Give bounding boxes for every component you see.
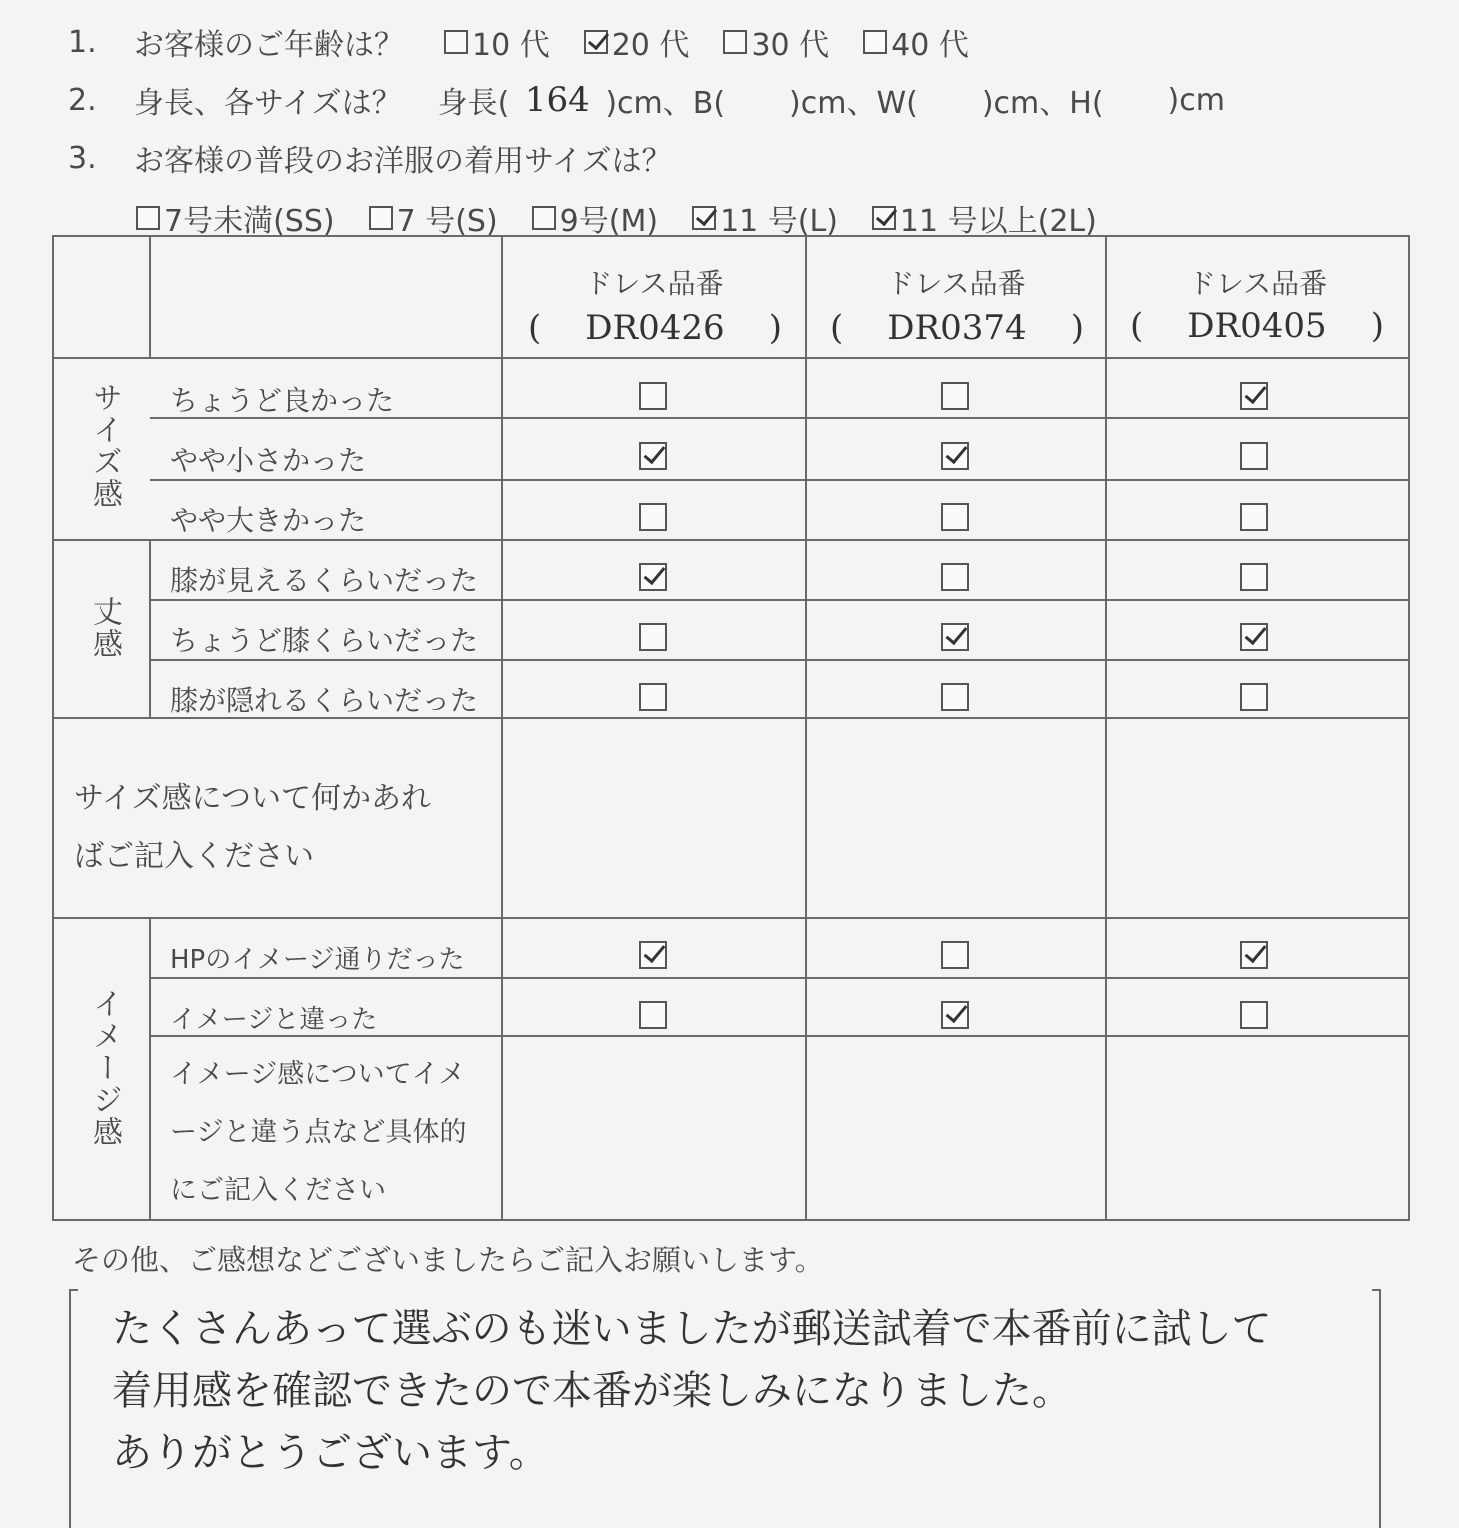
paren: ( [1130, 306, 1144, 346]
dress-code-1[interactable] [528, 308, 782, 348]
paren: ( [528, 308, 542, 348]
dress-header-3: ドレス品番 [1187, 267, 1328, 300]
comment-line: ありがとうございます。 [112, 1430, 549, 1476]
dress-code-value: DR0374 [887, 308, 1027, 348]
row-label: ちょうど膝くらいだった [170, 624, 479, 657]
image-comment-prompt [170, 1046, 466, 1220]
checkbox-row5-dress1[interactable] [639, 623, 667, 651]
row-label: 膝が隠れるくらいだった [170, 684, 479, 717]
row-label: やや小さかった [170, 444, 367, 477]
other-comments-text[interactable] [112, 1298, 1272, 1484]
question-label: お客様の普段のお洋服の着用サイズは？ [134, 144, 672, 179]
dress-header-1: ドレス品番 [584, 267, 724, 300]
checkbox-row2-dress2[interactable] [941, 442, 969, 470]
prompt-line: サイズ感について何かあれ [74, 781, 431, 816]
checkbox-row3-dress3[interactable] [1240, 503, 1268, 531]
dress-code-value: DR0405 [1187, 306, 1327, 346]
paren: ) [1070, 308, 1084, 348]
checkbox-row8-dress3[interactable] [1240, 1001, 1268, 1029]
checkbox-row1-dress1[interactable] [639, 382, 667, 410]
question-number: 3. [68, 140, 97, 176]
checkbox-row1-dress2[interactable] [941, 382, 969, 410]
checkbox-row6-dress2[interactable] [941, 683, 969, 711]
prompt-line: ばご記入ください [74, 839, 314, 874]
checkbox-row3-dress2[interactable] [941, 503, 969, 531]
option-label: 10 代 [472, 28, 550, 63]
category-length: 丈感 [87, 596, 122, 660]
comment-line: 着用感を確認できたので本番が楽しみになりました。 [112, 1368, 1072, 1414]
other-comments-label: その他、ご感想などございましたらご記入お願いします。 [72, 1242, 824, 1277]
option-label: 7号未満(SS) [164, 204, 335, 239]
category-size: サイズ感 [87, 382, 122, 510]
prompt-line: ージと違う点など具体的 [170, 1117, 467, 1148]
row-label: ちょうど良かった [170, 384, 395, 417]
size-comment-prompt [74, 770, 431, 886]
row-label: 膝が見えるくらいだった [170, 564, 479, 597]
checkbox-row5-dress2[interactable] [941, 623, 969, 651]
question-number: 1. [68, 24, 97, 60]
row-label: やや大きかった [170, 504, 367, 537]
paren: ) [1370, 306, 1384, 346]
unit-label: )cm [1167, 82, 1225, 118]
bust-label: )cm、B( [605, 86, 726, 121]
checkbox-row7-dress1[interactable] [639, 941, 667, 969]
checkbox-row7-dress3[interactable] [1240, 941, 1268, 969]
checkbox-row3-dress1[interactable] [639, 503, 667, 531]
checkbox-row8-dress1[interactable] [639, 1001, 667, 1029]
paren: ) [768, 308, 782, 348]
checkbox-row4-dress2[interactable] [941, 563, 969, 591]
checkbox-row6-dress1[interactable] [639, 683, 667, 711]
checkbox-row1-dress3[interactable] [1240, 382, 1268, 410]
checkbox-row2-dress3[interactable] [1240, 442, 1268, 470]
option-label: 11 号(L) [720, 204, 838, 239]
checkbox-row5-dress3[interactable] [1240, 623, 1268, 651]
option-label: 30 代 [751, 28, 830, 63]
option-label: 40 代 [891, 28, 969, 63]
waist-label: )cm、W( [789, 86, 918, 121]
category-image: イメージ感 [87, 988, 122, 1148]
question-label: お客様のご年齢は？ [134, 28, 404, 63]
dress-code-value: DR0426 [585, 308, 725, 348]
hip-label: )cm、H( [981, 86, 1104, 121]
checkbox-row7-dress2[interactable] [941, 941, 969, 969]
checkbox-row4-dress3[interactable] [1240, 563, 1268, 591]
checkbox-row8-dress2[interactable] [941, 1001, 969, 1029]
option-label: 20 代 [611, 28, 690, 63]
checkbox-row4-dress1[interactable] [639, 563, 667, 591]
height-value[interactable]: 164 [524, 80, 590, 120]
dress-code-3[interactable] [1130, 306, 1384, 346]
question-label: 身長、各サイズは？ [134, 86, 402, 121]
height-label: 身長( [437, 86, 510, 121]
prompt-line: にご記入ください [170, 1175, 386, 1206]
option-label: 9号(M) [559, 204, 659, 239]
paren: ( [830, 308, 844, 348]
dress-header-2: ドレス品番 [886, 267, 1026, 300]
question-number: 2. [68, 82, 97, 118]
option-label: 7 号(S) [396, 204, 498, 239]
row-label: HPのイメージ通りだった [170, 944, 465, 975]
checkbox-row6-dress3[interactable] [1240, 683, 1268, 711]
checkbox-row2-dress1[interactable] [639, 442, 667, 470]
row-label: イメージと違った [170, 1004, 378, 1035]
comment-line: たくさんあって選ぶのも迷いましたが郵送試着で本番前に試して [112, 1306, 1272, 1352]
option-label: 11 号以上(2L) [899, 204, 1097, 239]
prompt-line: イメージ感についてイメ [170, 1059, 466, 1090]
dress-code-2[interactable] [830, 308, 1084, 348]
